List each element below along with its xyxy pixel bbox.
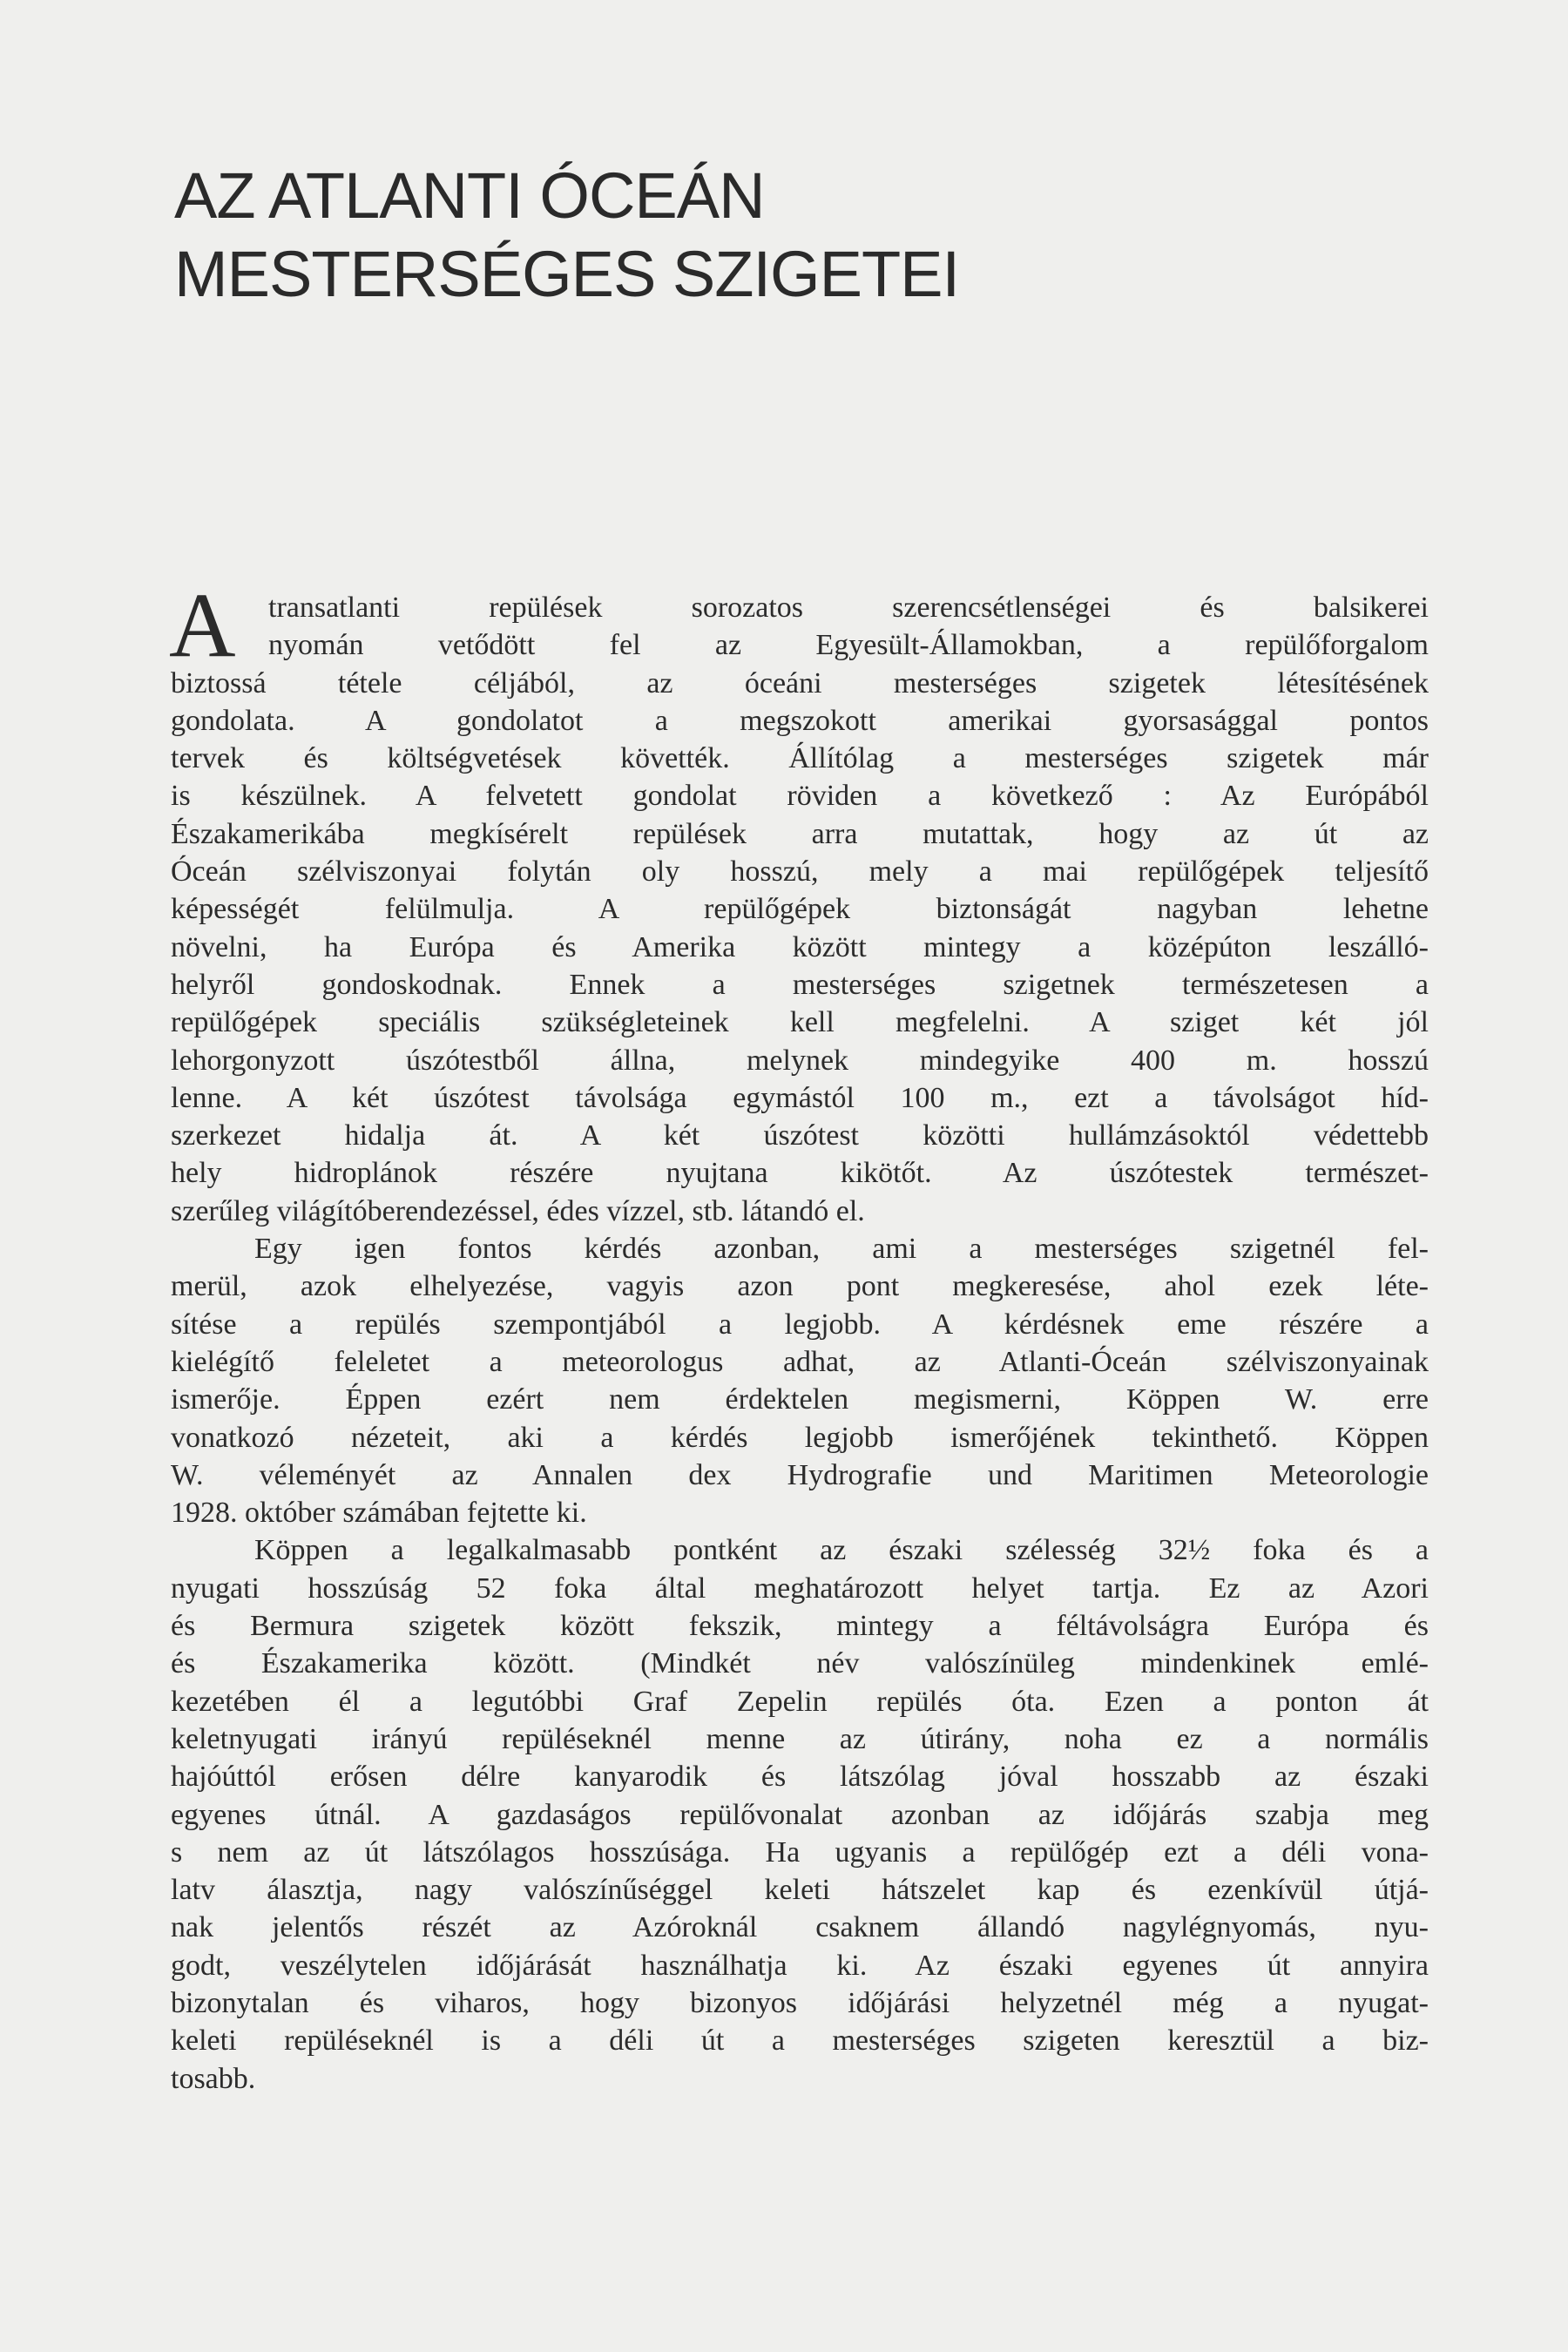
text-line: hajóúttól erősen délre kanyarodik és látszólag jóval hosszabb az északi — [171, 1761, 1429, 1794]
text-line: keletnyugati irányú repüléseknél menne az útirány, noha ez a normális — [171, 1722, 1429, 1755]
drop-cap: A — [169, 574, 236, 676]
text-line: sítése a repülés szempontjából a legjobb. A kérdésnek eme részére a — [171, 1308, 1429, 1341]
text-line: gondolata. A gondolatot a megszokott amerikai gyorsasággal pontos — [171, 704, 1429, 737]
text-line: nyugati hosszúság 52 foka által meghatározott helyet tartja. Ez az Azori — [171, 1571, 1429, 1605]
text-line: keleti repüléseknél is a déli út a mesterséges szigeten keresztül a biz- — [171, 2024, 1429, 2058]
text-line: s nem az út látszólagos hosszúsága. Ha ugyanis a repülőgép ezt a déli vona- — [171, 1835, 1429, 1869]
text-line: képességét felülmulja. A repülőgépek biztonságát nagyban lehetne — [171, 893, 1429, 926]
text-line: Köppen a legalkalmasabb pontként az északi szélesség 32½ foka és a — [254, 1534, 1429, 1567]
text-line: és Bermura szigetek között fekszik, mintegy a féltávolságra Európa és — [171, 1610, 1429, 1643]
article-body — [169, 574, 1429, 2098]
text-line: és Északamerika között. (Mindkét név valószínüleg mindenkinek emlé- — [171, 1647, 1429, 1680]
text-line: vonatkozó nézeteit, aki a kérdés legjobb ismerőjének tekinthető. Köppen — [171, 1421, 1429, 1454]
text-line: is készülnek. A felvetett gondolat röviden a következő : Az Európából — [171, 780, 1429, 813]
text-line: W. véleményét az Annalen dex Hydrografie und Maritimen Meteorologie — [171, 1458, 1429, 1491]
text-line: kezetében él a legutóbbi Graf Zepelin repülés óta. Ezen a ponton át — [171, 1685, 1429, 1718]
text-line: lenne. A két úszótest távolsága egymástól 100 m., ezt a távolságot híd- — [171, 1081, 1429, 1114]
text-line: bizonytalan és viharos, hogy bizonyos időjárási helyzetnél még a nyugat- — [171, 1986, 1429, 2019]
text-line: latv álasztja, nagy valószínűséggel keleti hátszelet kap és ezenkívül útjá- — [171, 1874, 1429, 1907]
text-line: lehorgonyzott úszótestből állna, melynek mindegyike 400 m. hosszú — [171, 1044, 1429, 1077]
text-line: godt, veszélytelen időjárását használhatja ki. Az északi egyenes út annyira — [171, 1949, 1429, 1982]
title-line-2: MESTERSÉGES SZIGETEI — [174, 238, 960, 310]
text-line: nyomán vetődött fel az Egyesült-Államokban, a repülőforgalom — [268, 629, 1429, 662]
text-line: Északamerikába megkísérelt repülések arra mutattak, hogy az út az — [171, 817, 1429, 850]
title-line-1: AZ ATLANTI ÓCEÁN — [174, 159, 765, 232]
text-line: növelni, ha Európa és Amerika között mintegy a középúton leszálló- — [171, 930, 1429, 963]
text-line: merül, azok elhelyezése, vagyis azon pont megkeresése, ahol ezek léte- — [171, 1270, 1429, 1303]
text-line: tosabb. — [171, 2062, 256, 2095]
text-line: 1928. október számában fejtette ki. — [171, 1497, 587, 1530]
text-line: hely hidroplánok részére nyujtana kikötőt. Az úszótestek természet- — [171, 1157, 1429, 1190]
text-line: repülőgépek speciális szükségleteinek kell megfelelni. A sziget két jól — [171, 1006, 1429, 1039]
text-line: Óceán szélviszonyai folytán oly hosszú, mely a mai repülőgépek teljesítő — [171, 855, 1429, 889]
text-line: helyről gondoskodnak. Ennek a mesterséges szigetnek természetesen a — [171, 968, 1429, 1001]
article-title — [174, 157, 1394, 314]
text-line: szerűleg világítóberendezéssel, édes vízzel, stb. látandó el. — [171, 1194, 865, 1227]
text-line: nak jelentős részét az Azóroknál csaknem állandó nagylégnyomás, nyu- — [171, 1911, 1429, 1944]
text-line: biztossá tétele céljából, az óceáni mesterséges szigetek létesítésének — [171, 666, 1429, 700]
text-line: Egy igen fontos kérdés azonban, ami a mesterséges szigetnél fel- — [254, 1233, 1429, 1266]
text-line: ismerője. Éppen ezért nem érdektelen megismerni, Köppen W. erre — [171, 1383, 1429, 1416]
text-line: szerkezet hidalja át. A két úszótest közötti hullámzásoktól védettebb — [171, 1119, 1429, 1152]
text-line: kielégítő feleletet a meteorologus adhat, az Atlanti-Óceán szélviszonyainak — [171, 1345, 1429, 1378]
text-line: tervek és költségvetések követték. Állítólag a mesterséges szigetek már — [171, 742, 1429, 775]
text-line: transatlanti repülések sorozatos szerencsétlenségei és balsikerei — [268, 591, 1429, 624]
text-line: egyenes útnál. A gazdaságos repülővonalat azonban az időjárás szabja meg — [171, 1798, 1429, 1831]
